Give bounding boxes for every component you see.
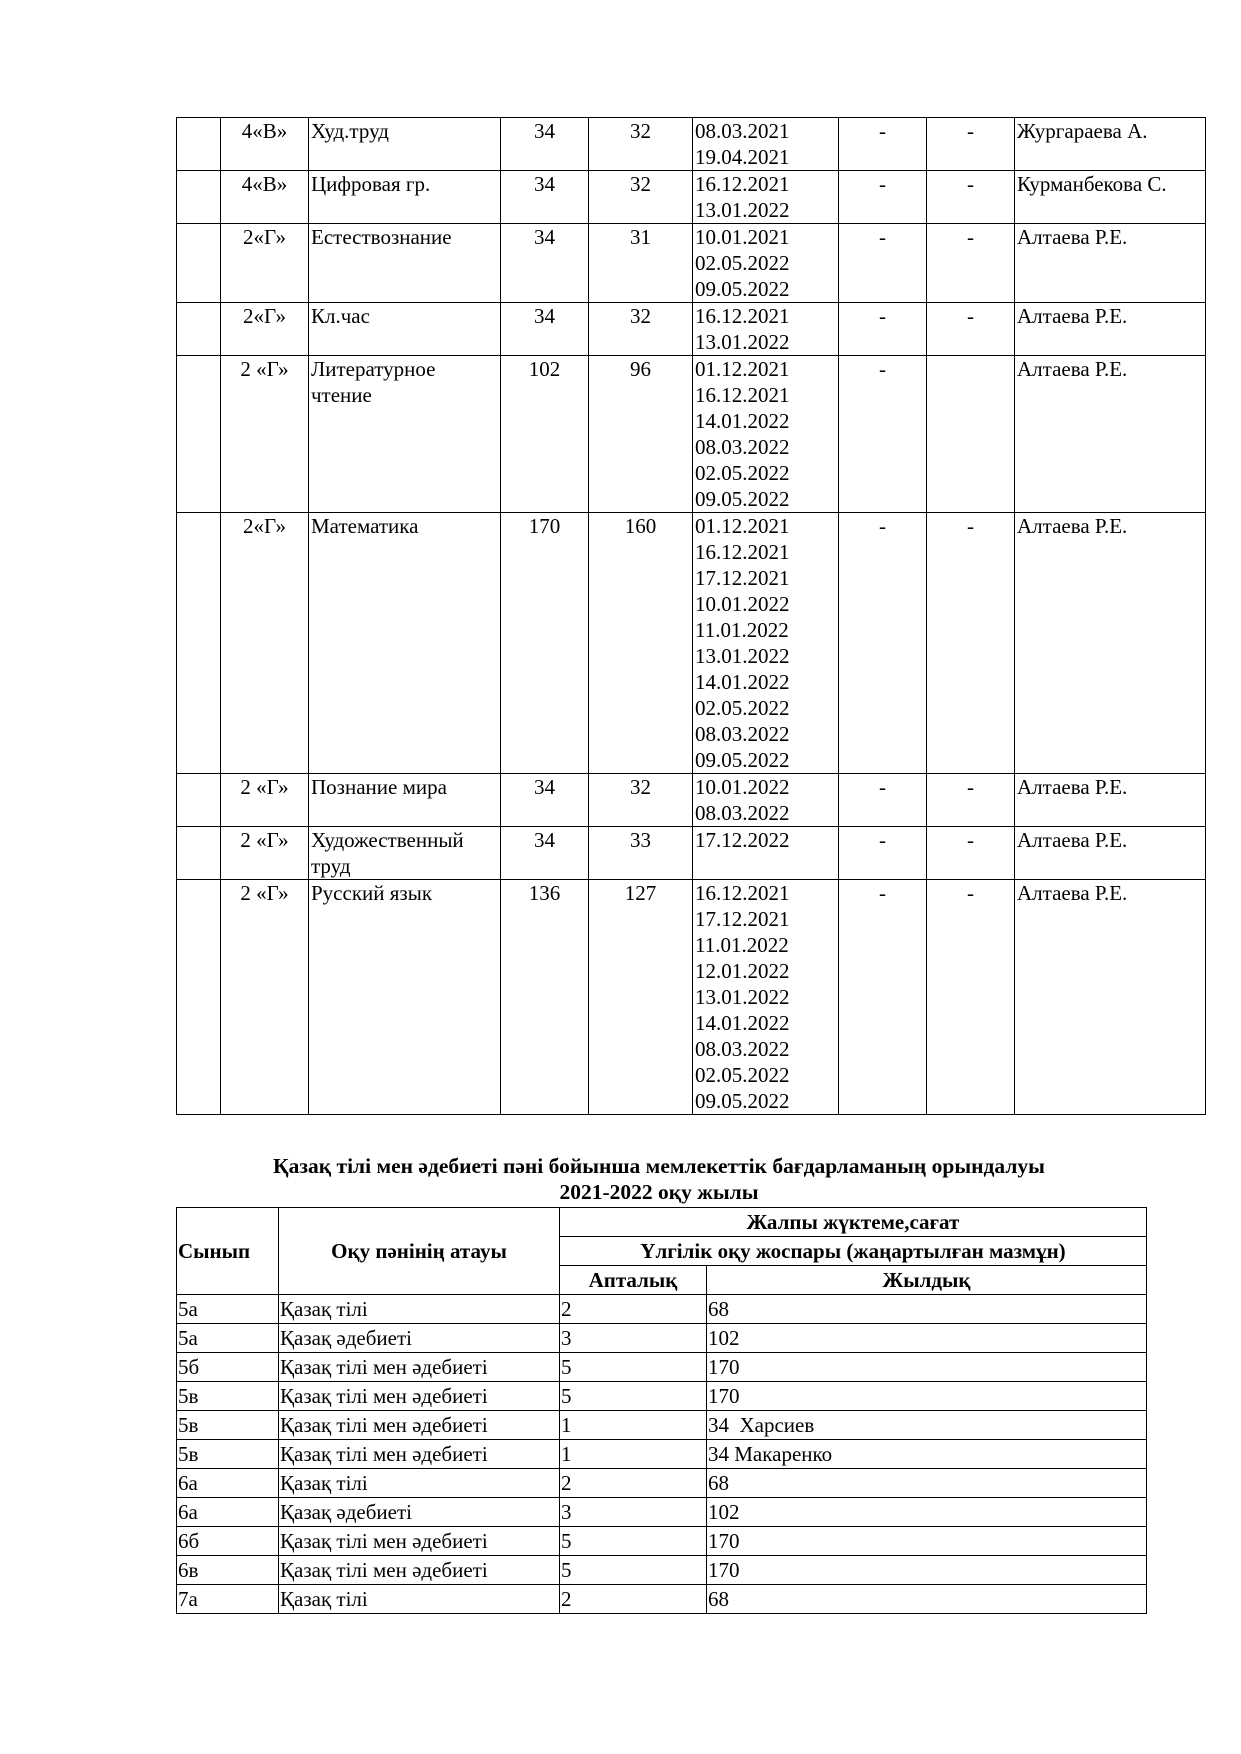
yearly-hours-cell: 68: [707, 1295, 1147, 1324]
actual-hours-cell: 96: [589, 356, 693, 513]
class-cell: 4«В»: [221, 171, 309, 224]
yearly-hours-cell: 170: [707, 1527, 1147, 1556]
kazakh-program-table: [176, 1207, 1147, 1614]
dates-cell: 16.12.2021 17.12.2021 11.01.2022 12.01.2022 13.01.2022 14.01.2022 08.03.2022 02.05.2022 09.05.2022: [693, 880, 839, 1115]
header-weekly: Апталық: [560, 1266, 707, 1295]
class-cell: 2«Г»: [221, 513, 309, 774]
section-title-line1: Қазақ тілі мен әдебиеті пәні бойынша мемлекеттік бағдарламаның орындалуы: [273, 1154, 1045, 1178]
planned-hours-cell: 34: [501, 171, 589, 224]
teacher-cell: Алтаева Р.Е.: [1015, 827, 1206, 880]
row-index-cell: [177, 356, 221, 513]
actual-hours-cell: 32: [589, 303, 693, 356]
dates-cell: 16.12.2021 13.01.2022: [693, 171, 839, 224]
table-row: [177, 1295, 1147, 1324]
yearly-hours-cell: 102: [707, 1324, 1147, 1353]
class-cell: 5б: [177, 1353, 279, 1382]
row-index-cell: [177, 224, 221, 303]
table-row: [177, 303, 1206, 356]
class-cell: 5а: [177, 1324, 279, 1353]
remark2-cell: -: [927, 774, 1015, 827]
table-row: [177, 171, 1206, 224]
table-row: [177, 1469, 1147, 1498]
remark-cell: -: [839, 224, 927, 303]
dates-cell: 10.01.2022 08.03.2022: [693, 774, 839, 827]
remark2-cell: -: [927, 880, 1015, 1115]
yearly-hours-cell: 68: [707, 1585, 1147, 1614]
subject-cell: Қазақ әдебиеті: [279, 1498, 560, 1527]
remark2-cell: -: [927, 118, 1015, 171]
remark2-cell: -: [927, 513, 1015, 774]
row-index-cell: [177, 880, 221, 1115]
subject-cell: Қазақ тілі: [279, 1295, 560, 1324]
weekly-hours-cell: 2: [560, 1295, 707, 1324]
table-row: [177, 356, 1206, 513]
table-row: [177, 224, 1206, 303]
teacher-cell: Жургараева А.: [1015, 118, 1206, 171]
remark-cell: -: [839, 356, 927, 513]
planned-hours-cell: 102: [501, 356, 589, 513]
dates-cell: 01.12.2021 16.12.2021 14.01.2022 08.03.2022 02.05.2022 09.05.2022: [693, 356, 839, 513]
subject-cell: Қазақ әдебиеті: [279, 1324, 560, 1353]
table-row: [177, 1382, 1147, 1411]
remark-cell: -: [839, 827, 927, 880]
actual-hours-cell: 32: [589, 171, 693, 224]
class-cell: 5в: [177, 1382, 279, 1411]
remark2-cell: -: [927, 303, 1015, 356]
class-cell: 6в: [177, 1556, 279, 1585]
subject-cell: Қазақ тілі мен әдебиеті: [279, 1527, 560, 1556]
subject-cell: Худ.труд: [309, 118, 501, 171]
weekly-hours-cell: 5: [560, 1382, 707, 1411]
planned-hours-cell: 170: [501, 513, 589, 774]
section-title-line2: 2021-2022 оқу жылы: [559, 1180, 759, 1204]
dates-cell: 16.12.2021 13.01.2022: [693, 303, 839, 356]
yearly-hours-cell: 34 Макаренко: [707, 1440, 1147, 1469]
remark2-cell: -: [927, 171, 1015, 224]
class-cell: 2«Г»: [221, 303, 309, 356]
actual-hours-cell: 32: [589, 118, 693, 171]
table-row: [177, 118, 1206, 171]
section-title: [176, 1153, 1142, 1205]
subject-cell: Литературное чтение: [309, 356, 501, 513]
remark2-cell: -: [927, 827, 1015, 880]
table-row: [177, 1353, 1147, 1382]
yearly-hours-cell: 68: [707, 1469, 1147, 1498]
actual-hours-cell: 127: [589, 880, 693, 1115]
teacher-cell: Курманбекова С.: [1015, 171, 1206, 224]
planned-hours-cell: 34: [501, 303, 589, 356]
remark-cell: -: [839, 303, 927, 356]
remark-cell: -: [839, 171, 927, 224]
remark-cell: -: [839, 774, 927, 827]
subject-cell: Художественный труд: [309, 827, 501, 880]
dates-cell: 08.03.2021 19.04.2021: [693, 118, 839, 171]
teacher-cell: Алтаева Р.Е.: [1015, 356, 1206, 513]
header-subject: Оқу пәнінің атауы: [279, 1208, 560, 1295]
table-row: [177, 513, 1206, 774]
class-cell: 5в: [177, 1440, 279, 1469]
dates-cell: 01.12.2021 16.12.2021 17.12.2021 10.01.2022 11.01.2022 13.01.2022 14.01.2022 02.05.2022 08.03.2022 09.05.2022: [693, 513, 839, 774]
subject-cell: Кл.час: [309, 303, 501, 356]
subject-cell: Цифровая гр.: [309, 171, 501, 224]
table-row: [177, 1585, 1147, 1614]
weekly-hours-cell: 1: [560, 1411, 707, 1440]
weekly-hours-cell: 5: [560, 1353, 707, 1382]
teacher-cell: Алтаева Р.Е.: [1015, 303, 1206, 356]
remark2-cell: [927, 356, 1015, 513]
table-row: [177, 1556, 1147, 1585]
yearly-hours-cell: 102: [707, 1498, 1147, 1527]
weekly-hours-cell: 5: [560, 1556, 707, 1585]
class-cell: 7а: [177, 1585, 279, 1614]
class-cell: 5в: [177, 1411, 279, 1440]
weekly-hours-cell: 3: [560, 1498, 707, 1527]
weekly-hours-cell: 5: [560, 1527, 707, 1556]
class-cell: 2 «Г»: [221, 827, 309, 880]
subject-cell: Естествознание: [309, 224, 501, 303]
table-row: [177, 1498, 1147, 1527]
row-index-cell: [177, 827, 221, 880]
class-cell: 6а: [177, 1469, 279, 1498]
header-plan: Үлгілік оқу жоспары (жаңартылған мазмұн): [560, 1237, 1147, 1266]
actual-hours-cell: 33: [589, 827, 693, 880]
table-row: [177, 1324, 1147, 1353]
teacher-cell: Алтаева Р.Е.: [1015, 774, 1206, 827]
table-row: [177, 1527, 1147, 1556]
class-cell: 2«Г»: [221, 224, 309, 303]
subject-cell: Математика: [309, 513, 501, 774]
yearly-hours-cell: 170: [707, 1353, 1147, 1382]
weekly-hours-cell: 2: [560, 1585, 707, 1614]
header-yearly: Жылдық: [707, 1266, 1147, 1295]
remark-cell: -: [839, 880, 927, 1115]
planned-hours-cell: 34: [501, 827, 589, 880]
row-index-cell: [177, 118, 221, 171]
subject-cell: Қазақ тілі мен әдебиеті: [279, 1440, 560, 1469]
weekly-hours-cell: 1: [560, 1440, 707, 1469]
header-class: Сынып: [177, 1208, 279, 1295]
planned-hours-cell: 34: [501, 118, 589, 171]
table-row: [177, 1440, 1147, 1469]
row-index-cell: [177, 774, 221, 827]
table-row: [177, 774, 1206, 827]
actual-hours-cell: 160: [589, 513, 693, 774]
subject-cell: Қазақ тілі мен әдебиеті: [279, 1382, 560, 1411]
remark-cell: -: [839, 513, 927, 774]
remark2-cell: -: [927, 224, 1015, 303]
weekly-hours-cell: 3: [560, 1324, 707, 1353]
dates-cell: 17.12.2022: [693, 827, 839, 880]
subject-cell: Қазақ тілі мен әдебиеті: [279, 1556, 560, 1585]
teacher-cell: Алтаева Р.Е.: [1015, 880, 1206, 1115]
program-execution-table: [176, 117, 1206, 1115]
subject-cell: Қазақ тілі: [279, 1469, 560, 1498]
class-cell: 6б: [177, 1527, 279, 1556]
table-row: [177, 1411, 1147, 1440]
planned-hours-cell: 34: [501, 224, 589, 303]
class-cell: 5а: [177, 1295, 279, 1324]
teacher-cell: Алтаева Р.Е.: [1015, 224, 1206, 303]
yearly-hours-cell: 34 Харсиев: [707, 1411, 1147, 1440]
class-cell: 2 «Г»: [221, 880, 309, 1115]
subject-cell: Қазақ тілі мен әдебиеті: [279, 1411, 560, 1440]
yearly-hours-cell: 170: [707, 1556, 1147, 1585]
dates-cell: 10.01.2021 02.05.2022 09.05.2022: [693, 224, 839, 303]
subject-cell: Русский язык: [309, 880, 501, 1115]
actual-hours-cell: 31: [589, 224, 693, 303]
header-total-load: Жалпы жүктеме,сағат: [560, 1208, 1147, 1237]
table-row: [177, 880, 1206, 1115]
class-cell: 2 «Г»: [221, 356, 309, 513]
subject-cell: Қазақ тілі: [279, 1585, 560, 1614]
class-cell: 4«В»: [221, 118, 309, 171]
row-index-cell: [177, 513, 221, 774]
subject-cell: Познание мира: [309, 774, 501, 827]
remark-cell: -: [839, 118, 927, 171]
actual-hours-cell: 32: [589, 774, 693, 827]
teacher-cell: Алтаева Р.Е.: [1015, 513, 1206, 774]
row-index-cell: [177, 171, 221, 224]
weekly-hours-cell: 2: [560, 1469, 707, 1498]
subject-cell: Қазақ тілі мен әдебиеті: [279, 1353, 560, 1382]
class-cell: 6а: [177, 1498, 279, 1527]
class-cell: 2 «Г»: [221, 774, 309, 827]
table-row: [177, 827, 1206, 880]
planned-hours-cell: 34: [501, 774, 589, 827]
planned-hours-cell: 136: [501, 880, 589, 1115]
row-index-cell: [177, 303, 221, 356]
yearly-hours-cell: 170: [707, 1382, 1147, 1411]
